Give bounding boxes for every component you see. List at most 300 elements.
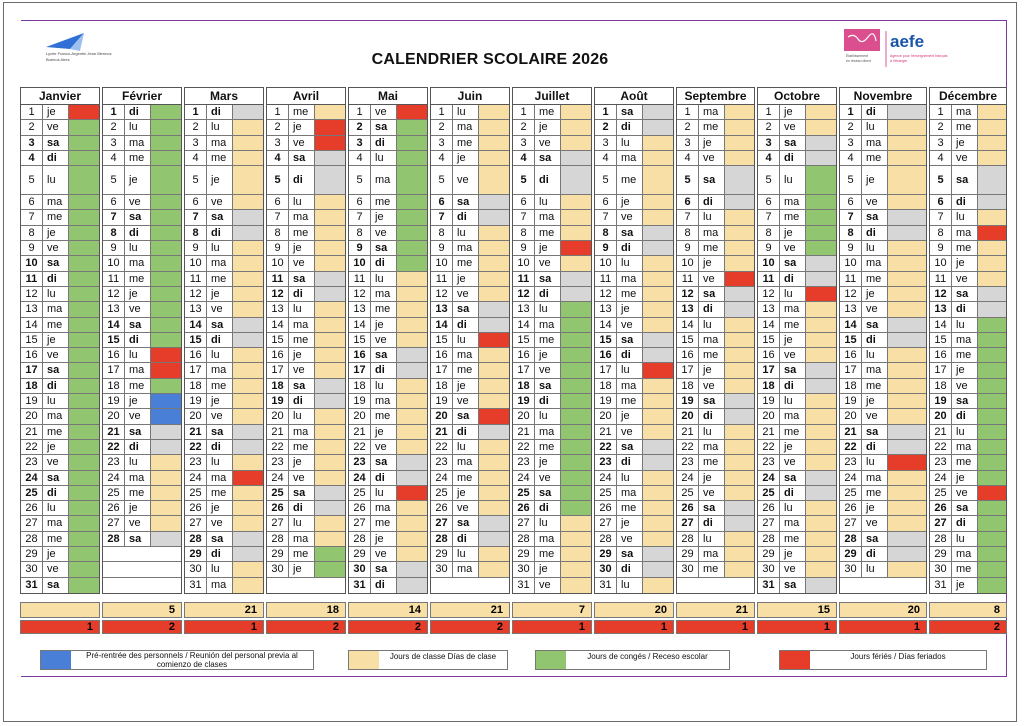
weekday-label: ve xyxy=(43,562,69,576)
day-number: 18 xyxy=(595,379,617,393)
day-status-cell xyxy=(725,516,754,530)
day-status-cell xyxy=(561,166,591,194)
weekday-label: lu xyxy=(43,287,69,301)
weekday-label: di xyxy=(289,287,315,301)
day-number: 8 xyxy=(349,226,371,240)
day-row xyxy=(185,348,263,363)
weekday-label: ve xyxy=(617,318,643,332)
day-status-cell xyxy=(397,409,427,423)
legend-swatch xyxy=(349,651,379,669)
day-number: 19 xyxy=(267,394,289,408)
svg-text:en réseau direct: en réseau direct xyxy=(846,59,872,63)
day-row xyxy=(103,318,181,333)
day-number: 3 xyxy=(349,136,371,150)
day-row xyxy=(595,210,673,225)
day-status-cell xyxy=(479,471,509,485)
day-number: 16 xyxy=(267,348,289,362)
weekday-label: ve xyxy=(952,151,978,165)
day-number: 12 xyxy=(349,287,371,301)
day-status-cell xyxy=(69,256,99,270)
day-row xyxy=(677,136,754,151)
day-status-cell xyxy=(643,151,673,165)
day-status-cell xyxy=(888,241,926,255)
day-number: 5 xyxy=(595,166,617,194)
weekday-label: ve xyxy=(371,333,397,347)
day-status-cell xyxy=(806,578,836,593)
day-row xyxy=(21,440,99,455)
day-row xyxy=(677,516,754,531)
month-header: Octobre xyxy=(757,87,837,105)
day-status-cell xyxy=(397,363,427,377)
day-row xyxy=(21,166,99,195)
day-row xyxy=(431,440,509,455)
day-status-cell xyxy=(315,302,345,316)
weekday-label: je xyxy=(207,501,233,515)
day-status-cell xyxy=(888,105,926,119)
day-row xyxy=(513,272,591,287)
day-row xyxy=(185,318,263,333)
weekday-label: lu xyxy=(952,425,978,439)
day-number: 11 xyxy=(431,272,453,286)
weekday-label: sa xyxy=(125,532,151,546)
day-number: 20 xyxy=(267,409,289,423)
weekday-label: di xyxy=(207,226,233,240)
day-status-cell xyxy=(397,333,427,347)
day-number: 13 xyxy=(21,302,43,316)
day-row xyxy=(677,455,754,470)
day-status-cell xyxy=(806,256,836,270)
day-row xyxy=(513,471,591,486)
day-status-cell xyxy=(725,105,754,119)
day-status-cell xyxy=(69,409,99,423)
weekday-label: sa xyxy=(535,379,561,393)
day-number: 24 xyxy=(267,471,289,485)
day-status-cell xyxy=(315,532,345,546)
day-row xyxy=(595,471,673,486)
day-row xyxy=(513,501,591,516)
weekday-label: di xyxy=(43,486,69,500)
day-row xyxy=(930,578,1006,593)
day-row xyxy=(21,486,99,501)
day-number: 10 xyxy=(185,256,207,270)
day-row xyxy=(595,547,673,562)
day-status-cell xyxy=(151,379,181,393)
header-rule xyxy=(21,20,1007,21)
day-number: 30 xyxy=(930,562,952,576)
weekday-label: je xyxy=(617,516,643,530)
day-status-cell xyxy=(315,136,345,150)
day-row xyxy=(185,333,263,348)
day-row xyxy=(930,562,1006,577)
day-status-cell xyxy=(643,471,673,485)
day-status-cell xyxy=(397,120,427,134)
weekday-label: lu xyxy=(125,241,151,255)
day-status-cell xyxy=(888,151,926,165)
day-row xyxy=(758,136,836,151)
weekday-label: ve xyxy=(207,409,233,423)
day-row xyxy=(349,547,427,562)
day-status-cell xyxy=(725,136,754,150)
weekday-label: sa xyxy=(289,379,315,393)
weekday-label: di xyxy=(371,363,397,377)
day-status-cell xyxy=(978,348,1006,362)
day-number: 24 xyxy=(185,471,207,485)
weekday-label: di xyxy=(43,272,69,286)
day-number: 10 xyxy=(513,256,535,270)
day-status-cell xyxy=(315,195,345,209)
day-row xyxy=(349,136,427,151)
day-number: 28 xyxy=(758,532,780,546)
day-status-cell xyxy=(806,166,836,194)
day-number: 21 xyxy=(595,425,617,439)
weekday-label: ve xyxy=(617,425,643,439)
day-status-cell xyxy=(806,287,836,301)
day-number: 20 xyxy=(677,409,699,423)
day-number: 25 xyxy=(349,486,371,500)
weekday-label: sa xyxy=(699,501,725,515)
day-number: 28 xyxy=(595,532,617,546)
day-row xyxy=(758,455,836,470)
day-row xyxy=(267,256,345,271)
weekday-label: ma xyxy=(43,516,69,530)
weekday-label: me xyxy=(535,226,561,240)
weekday-label: lu xyxy=(289,516,315,530)
day-row xyxy=(595,226,673,241)
day-status-cell xyxy=(806,241,836,255)
weekday-label: je xyxy=(699,363,725,377)
day-status-cell xyxy=(725,562,754,576)
legend-item-class xyxy=(348,650,508,670)
weekday-label: ma xyxy=(780,195,806,209)
day-number: 6 xyxy=(349,195,371,209)
day-number: 19 xyxy=(21,394,43,408)
weekday-label: sa xyxy=(207,532,233,546)
day-status-cell xyxy=(315,318,345,332)
day-number: 13 xyxy=(103,302,125,316)
day-row xyxy=(840,272,926,287)
weekday-label: ve xyxy=(780,241,806,255)
weekday-label: ve xyxy=(453,394,479,408)
day-status-cell xyxy=(315,394,345,408)
day-row xyxy=(21,226,99,241)
day-row xyxy=(103,348,181,363)
day-status-cell xyxy=(69,516,99,530)
day-status-cell xyxy=(69,348,99,362)
day-number: 29 xyxy=(513,547,535,561)
day-row xyxy=(267,151,345,166)
weekday-label: di xyxy=(43,151,69,165)
day-number: 20 xyxy=(21,409,43,423)
day-status-cell xyxy=(233,532,263,546)
day-number: 16 xyxy=(431,348,453,362)
day-number: 5 xyxy=(840,166,862,194)
day-row xyxy=(677,363,754,378)
day-status-cell xyxy=(397,471,427,485)
day-status-cell xyxy=(315,440,345,454)
day-status-cell xyxy=(643,226,673,240)
weekday-label: sa xyxy=(617,547,643,561)
weekday-label: lu xyxy=(699,425,725,439)
weekday-label: ve xyxy=(289,363,315,377)
day-row xyxy=(103,272,181,287)
weekday-label: ve xyxy=(535,363,561,377)
day-status-cell xyxy=(561,120,591,134)
day-status-cell xyxy=(233,471,263,485)
day-number: 12 xyxy=(595,287,617,301)
weekday-label: sa xyxy=(43,578,69,593)
day-number: 10 xyxy=(840,256,862,270)
day-row xyxy=(431,455,509,470)
day-row xyxy=(595,166,673,195)
day-status-cell xyxy=(561,394,591,408)
day-number: 23 xyxy=(185,455,207,469)
day-status-cell xyxy=(233,318,263,332)
day-number: 12 xyxy=(677,287,699,301)
day-status-cell xyxy=(806,210,836,224)
month-days xyxy=(184,105,264,594)
day-row xyxy=(431,272,509,287)
day-status-cell xyxy=(397,210,427,224)
legend-label: Pré-rentrée des personnels / Reunión del personal previa al comienzo de clases xyxy=(86,651,298,669)
day-row xyxy=(21,195,99,210)
day-row xyxy=(840,166,926,195)
day-status-cell xyxy=(978,562,1006,576)
day-status-cell xyxy=(643,363,673,377)
day-status-cell xyxy=(561,440,591,454)
day-number: 29 xyxy=(758,547,780,561)
day-number: 22 xyxy=(758,440,780,454)
day-row xyxy=(595,486,673,501)
day-number: 22 xyxy=(267,440,289,454)
day-row xyxy=(267,166,345,195)
day-row xyxy=(349,486,427,501)
day-number: 20 xyxy=(103,409,125,423)
day-row xyxy=(595,379,673,394)
day-number: 15 xyxy=(185,333,207,347)
day-number: 9 xyxy=(513,241,535,255)
weekday-label: je xyxy=(862,287,888,301)
day-number: 19 xyxy=(349,394,371,408)
weekday-label: me xyxy=(699,120,725,134)
day-row xyxy=(677,166,754,195)
month-column xyxy=(929,87,1007,594)
day-number: 9 xyxy=(21,241,43,255)
feries-count: 2 xyxy=(102,620,182,634)
day-status-cell xyxy=(806,394,836,408)
day-status-cell xyxy=(479,562,509,576)
weekday-label: je xyxy=(453,272,479,286)
weekday-label: je xyxy=(43,105,69,119)
day-number: 20 xyxy=(513,409,535,423)
day-number: 6 xyxy=(677,195,699,209)
day-row xyxy=(513,151,591,166)
day-number: 6 xyxy=(758,195,780,209)
day-row xyxy=(349,302,427,317)
day-row xyxy=(349,501,427,516)
day-status-cell xyxy=(151,486,181,500)
day-status-cell xyxy=(978,256,1006,270)
weekday-label: ve xyxy=(125,409,151,423)
day-number: 3 xyxy=(21,136,43,150)
day-status-cell xyxy=(806,120,836,134)
weekday-label: ve xyxy=(617,532,643,546)
day-status-cell xyxy=(69,166,99,194)
weekday-label: ve xyxy=(207,516,233,530)
day-row xyxy=(840,151,926,166)
legend-swatch xyxy=(41,651,71,669)
weekday-label: je xyxy=(952,136,978,150)
weekday-label: lu xyxy=(207,455,233,469)
day-number: 24 xyxy=(103,471,125,485)
day-row xyxy=(595,241,673,256)
day-number: 26 xyxy=(758,501,780,515)
day-row xyxy=(840,105,926,120)
day-number: 17 xyxy=(595,363,617,377)
day-number: 21 xyxy=(431,425,453,439)
day-status-cell xyxy=(233,379,263,393)
class-days-total: 21 xyxy=(184,602,264,618)
day-status-cell xyxy=(151,363,181,377)
day-status-cell xyxy=(397,318,427,332)
day-status-cell xyxy=(315,363,345,377)
day-number: 17 xyxy=(513,363,535,377)
weekday-label: me xyxy=(617,501,643,515)
day-row xyxy=(595,105,673,120)
weekday-label: di xyxy=(289,166,315,194)
day-row xyxy=(267,532,345,547)
weekday-label: sa xyxy=(862,318,888,332)
day-status-cell xyxy=(479,379,509,393)
day-row xyxy=(758,241,836,256)
day-number: 3 xyxy=(840,136,862,150)
day-row xyxy=(840,440,926,455)
weekday-label: me xyxy=(371,409,397,423)
day-row xyxy=(840,379,926,394)
day-row xyxy=(185,379,263,394)
weekday-label: je xyxy=(535,455,561,469)
day-row xyxy=(349,256,427,271)
day-row xyxy=(349,241,427,256)
day-number: 8 xyxy=(21,226,43,240)
svg-text:à l'étranger: à l'étranger xyxy=(890,59,908,63)
day-number: 29 xyxy=(349,547,371,561)
day-status-cell xyxy=(725,471,754,485)
day-row xyxy=(930,166,1006,195)
day-row xyxy=(677,287,754,302)
weekday-label: lu xyxy=(952,210,978,224)
day-row xyxy=(349,516,427,531)
day-row xyxy=(103,333,181,348)
day-row xyxy=(267,210,345,225)
weekday-label: ma xyxy=(371,287,397,301)
weekday-label: sa xyxy=(535,151,561,165)
weekday-label: di xyxy=(699,516,725,530)
weekday-label: lu xyxy=(43,394,69,408)
day-number: 9 xyxy=(595,241,617,255)
day-status-cell xyxy=(397,195,427,209)
weekday-label: di xyxy=(617,241,643,255)
day-row xyxy=(103,105,181,120)
svg-text:aefe: aefe xyxy=(890,32,925,51)
weekday-label: ma xyxy=(371,501,397,515)
day-number: 26 xyxy=(185,501,207,515)
day-status-cell xyxy=(978,333,1006,347)
day-number: 13 xyxy=(349,302,371,316)
feries-count: 1 xyxy=(676,620,755,634)
weekday-label: ma xyxy=(207,578,233,593)
day-status-cell xyxy=(479,241,509,255)
day-row xyxy=(103,532,181,547)
day-status-cell xyxy=(69,547,99,561)
day-row xyxy=(930,348,1006,363)
day-number: 6 xyxy=(930,195,952,209)
day-number: 3 xyxy=(185,136,207,150)
weekday-label: sa xyxy=(371,120,397,134)
weekday-label: ve xyxy=(43,120,69,134)
day-number: 7 xyxy=(431,210,453,224)
class-days-total xyxy=(20,602,100,618)
day-number: 23 xyxy=(513,455,535,469)
month-days xyxy=(102,105,182,594)
day-status-cell xyxy=(978,471,1006,485)
day-status-cell xyxy=(69,440,99,454)
weekday-label: lu xyxy=(699,210,725,224)
weekday-label: sa xyxy=(862,425,888,439)
day-row xyxy=(21,471,99,486)
day-status-cell xyxy=(978,210,1006,224)
weekday-label: ve xyxy=(453,287,479,301)
day-status-cell xyxy=(888,302,926,316)
day-row xyxy=(349,151,427,166)
day-row xyxy=(677,241,754,256)
weekday-label: ve xyxy=(207,302,233,316)
day-number: 19 xyxy=(185,394,207,408)
weekday-label: ve xyxy=(699,486,725,500)
weekday-label: lu xyxy=(371,272,397,286)
day-row xyxy=(930,151,1006,166)
weekday-label: di xyxy=(453,532,479,546)
day-row xyxy=(267,363,345,378)
weekday-label: sa xyxy=(617,226,643,240)
day-status-cell xyxy=(561,455,591,469)
day-row xyxy=(840,409,926,424)
weekday-label: sa xyxy=(43,256,69,270)
day-number: 6 xyxy=(840,195,862,209)
day-number: 20 xyxy=(431,409,453,423)
weekday-label: lu xyxy=(862,562,888,576)
day-status-cell xyxy=(233,333,263,347)
day-number: 28 xyxy=(21,532,43,546)
day-status-cell xyxy=(561,151,591,165)
weekday-label: me xyxy=(289,333,315,347)
day-number: 17 xyxy=(677,363,699,377)
weekday-label: di xyxy=(125,226,151,240)
day-row xyxy=(349,120,427,135)
weekday-label: ma xyxy=(862,256,888,270)
day-number: 2 xyxy=(595,120,617,134)
day-row xyxy=(349,105,427,120)
weekday-label: je xyxy=(617,302,643,316)
day-number: 19 xyxy=(513,394,535,408)
weekday-label: je xyxy=(125,287,151,301)
weekday-label: sa xyxy=(617,440,643,454)
weekday-label: sa xyxy=(43,471,69,485)
day-status-cell xyxy=(643,425,673,439)
weekday-label: ve xyxy=(699,379,725,393)
day-status-cell xyxy=(725,547,754,561)
day-number: 13 xyxy=(267,302,289,316)
day-status-cell xyxy=(888,379,926,393)
